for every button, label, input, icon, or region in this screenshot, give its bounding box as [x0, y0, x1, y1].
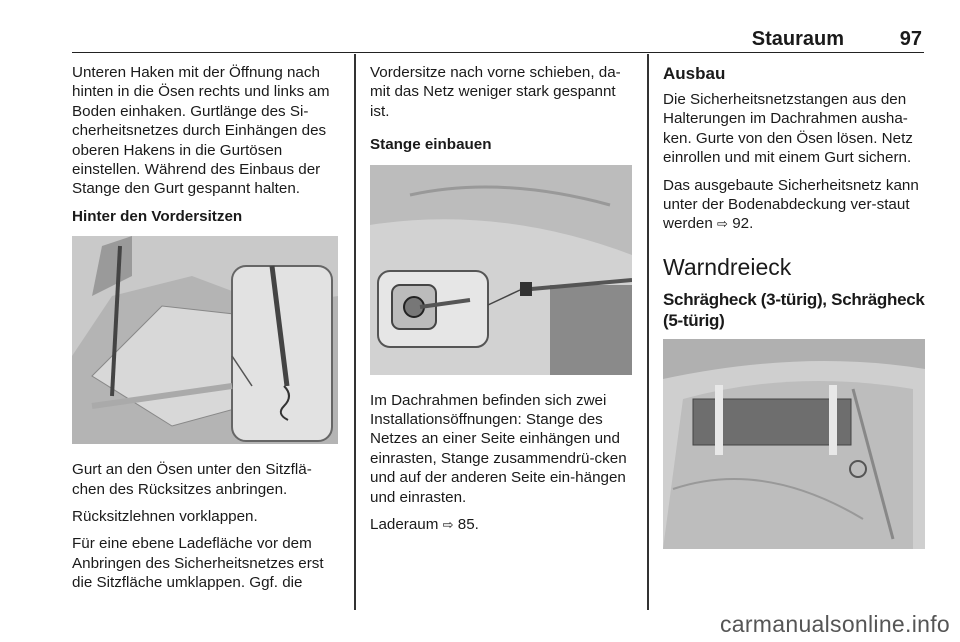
rod-installation-illustration [370, 165, 632, 375]
reference-text: Das ausgebaute Sicherheitsnetz kann unter der Bodenabdeckung ver-staut werden [663, 176, 919, 233]
body-paragraph: Unteren Haken mit der Öffnung nach hinten in die Ösen rechts und links am Boden einhaken. Gurtlänge des Si-cherheitsnetzes durch Einhängen des oberen Hakens in die Gurtösen einstellen. Während des Einbaus der Stange den Gurt gespannt halten. [72, 64, 330, 198]
section-heading: Ausbau [663, 64, 726, 83]
body-paragraph: Die Sicherheitsnetzstangen aus den Halterungen im Dachrahmen ausha-ken. Gurte von den Ösen lösen. Netz einrollen und mit einem Gurt sichern. [663, 91, 913, 167]
reference-arrow-icon: ⇨ [442, 518, 454, 534]
section-heading: Stange einbauen [370, 136, 492, 154]
warning-triangle-storage-illustration [663, 339, 925, 549]
page-header [72, 28, 924, 53]
reference-page[interactable]: 85. [457, 516, 479, 534]
cross-reference [663, 176, 927, 235]
column-2 [370, 63, 634, 543]
reference-text: Laderaum [370, 516, 439, 534]
page-number: 97 [899, 28, 922, 50]
body-paragraph: Im Dachrahmen befinden sich zwei Installationsöffnungen: Stange des Netzes an einer Seite einhängen und einrasten, Stange zusammendrü-cken und auf der anderen Seite ein-hängen und einrasten. [370, 391, 627, 506]
section-heading: Hinter den Vordersitzen [72, 207, 243, 225]
cross-reference [370, 515, 634, 535]
seat-belt-illustration [72, 236, 338, 444]
chapter-heading: Warndreieck [663, 253, 792, 280]
reference-page[interactable]: 92. [732, 215, 754, 233]
watermark: carmanualsonline.info [719, 611, 950, 637]
page-title: Stauraum [751, 28, 844, 50]
body-paragraph: Rücksitzlehnen vorklappen. [72, 508, 258, 526]
body-paragraph: Gurt an den Ösen unter den Sitzflä-chen des Rücksitzes anbringen. [72, 461, 312, 498]
column-divider [354, 54, 356, 610]
body-paragraph: Für eine ebene Ladefläche vor dem Anbringen des Sicherheitsnetzes erst die Sitzfläche umklappen. Ggf. die [72, 535, 324, 592]
column-1 [72, 63, 344, 601]
reference-arrow-icon: ⇨ [717, 217, 728, 233]
body-paragraph: Vordersitze nach vorne schieben, da-mit das Netz weniger stark gespannt ist. [370, 64, 621, 120]
column-3 [663, 63, 927, 565]
column-divider [647, 54, 649, 610]
subsection-heading: Schrägheck (3-türig), Schrägheck (5-türig) [663, 289, 925, 330]
